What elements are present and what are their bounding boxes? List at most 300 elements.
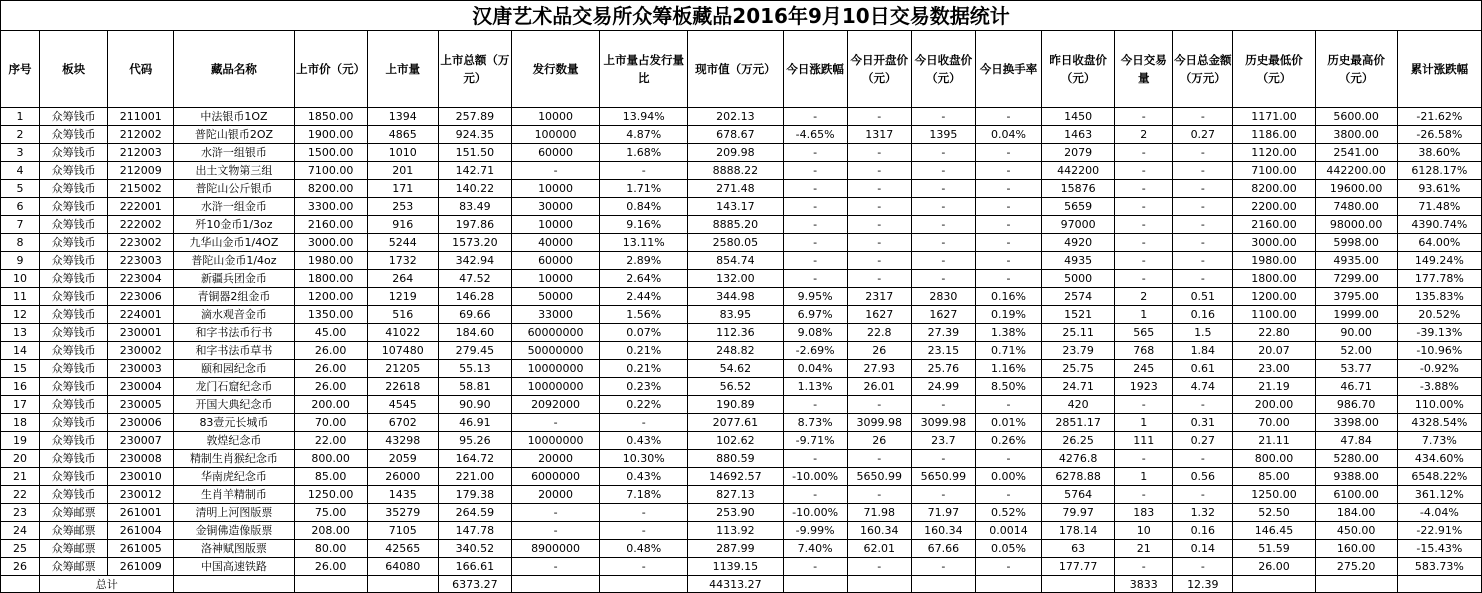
table-cell: -9.71% xyxy=(783,432,847,450)
table-cell: - xyxy=(511,504,599,522)
table-cell: 9388.00 xyxy=(1315,468,1397,486)
table-cell: -22.91% xyxy=(1397,522,1481,540)
table-row xyxy=(1,234,1482,252)
table-cell: 46.71 xyxy=(1315,378,1397,396)
table-cell: 178.14 xyxy=(1042,522,1115,540)
table-cell: 4920 xyxy=(1042,234,1115,252)
table-cell: 8200.00 xyxy=(294,180,367,198)
table-cell: 普陀山金币1/4oz xyxy=(174,252,294,270)
table-cell: 26 xyxy=(847,432,911,450)
table-cell: 71.97 xyxy=(911,504,975,522)
table-cell: - xyxy=(783,108,847,126)
table-cell: 46.91 xyxy=(438,414,511,432)
table-cell: 6.97% xyxy=(783,306,847,324)
table-cell: 212003 xyxy=(108,144,174,162)
table-cell: 25.11 xyxy=(1042,324,1115,342)
table-cell: 众筹钱币 xyxy=(40,342,108,360)
table-cell: 38.60% xyxy=(1397,144,1481,162)
table-cell: 1.71% xyxy=(600,180,688,198)
table-cell: 23 xyxy=(1,504,40,522)
table-cell: 6000000 xyxy=(511,468,599,486)
table-cell: 768 xyxy=(1115,342,1173,360)
table-cell: 8888.22 xyxy=(688,162,783,180)
table-cell: 4 xyxy=(1,162,40,180)
table-cell: 1732 xyxy=(367,252,438,270)
table-cell: 916 xyxy=(367,216,438,234)
table-cell: 342.94 xyxy=(438,252,511,270)
total-market-value: 44313.27 xyxy=(688,576,783,593)
table-cell: - xyxy=(911,270,975,288)
header-row xyxy=(1,31,1482,108)
table-cell: 50000000 xyxy=(511,342,599,360)
table-cell: - xyxy=(1173,450,1233,468)
table-cell: - xyxy=(1173,270,1233,288)
table-cell: 5000 xyxy=(1042,270,1115,288)
table-cell: - xyxy=(847,108,911,126)
table-cell: 15876 xyxy=(1042,180,1115,198)
table-cell: 10000000 xyxy=(511,378,599,396)
table-cell: 47.84 xyxy=(1315,432,1397,450)
table-cell: - xyxy=(1115,162,1173,180)
table-cell: 6 xyxy=(1,198,40,216)
table-cell: - xyxy=(783,396,847,414)
table-cell: 22.00 xyxy=(294,432,367,450)
table-header xyxy=(1,31,1482,108)
table-cell: 221.00 xyxy=(438,468,511,486)
table-cell: 5280.00 xyxy=(1315,450,1397,468)
table-cell: 0.43% xyxy=(600,468,688,486)
table-cell: 众筹钱币 xyxy=(40,162,108,180)
table-cell: 滴水观音金币 xyxy=(174,306,294,324)
table-cell: 75.00 xyxy=(294,504,367,522)
table-cell: 2 xyxy=(1,126,40,144)
table-cell: 26.01 xyxy=(847,378,911,396)
table-cell: 16 xyxy=(1,378,40,396)
table-cell: 2059 xyxy=(367,450,438,468)
table-cell: 17 xyxy=(1,396,40,414)
table-cell: 800.00 xyxy=(294,450,367,468)
table-cell: 众筹钱币 xyxy=(40,378,108,396)
table-cell: 众筹钱币 xyxy=(40,396,108,414)
table-cell: 龙门石窟纪念币 xyxy=(174,378,294,396)
table-cell: 361.12% xyxy=(1397,486,1481,504)
table-cell: 21205 xyxy=(367,360,438,378)
table-cell: 230004 xyxy=(108,378,174,396)
table-cell: -10.96% xyxy=(1397,342,1481,360)
table-cell: 420 xyxy=(1042,396,1115,414)
table-cell: 6278.88 xyxy=(1042,468,1115,486)
table-cell: 1 xyxy=(1115,468,1173,486)
table-cell: - xyxy=(911,486,975,504)
table-cell: 100000 xyxy=(511,126,599,144)
table-cell: 19600.00 xyxy=(1315,180,1397,198)
table-cell: 166.61 xyxy=(438,558,511,576)
table-cell: 45.00 xyxy=(294,324,367,342)
table-row xyxy=(1,162,1482,180)
total-cell-empty xyxy=(1042,576,1115,593)
table-cell: - xyxy=(975,396,1041,414)
table-cell: 0.21% xyxy=(600,342,688,360)
table-cell: - xyxy=(975,162,1041,180)
table-cell: 271.48 xyxy=(688,180,783,198)
table-cell: 53.77 xyxy=(1315,360,1397,378)
total-cell-empty xyxy=(1233,576,1315,593)
table-cell: - xyxy=(783,180,847,198)
table-cell: - xyxy=(975,270,1041,288)
table-cell: 102.62 xyxy=(688,432,783,450)
table-cell: 10000 xyxy=(511,180,599,198)
table-row xyxy=(1,360,1482,378)
table-cell: - xyxy=(911,198,975,216)
table-cell: 253 xyxy=(367,198,438,216)
table-cell: 51.59 xyxy=(1233,540,1315,558)
table-cell: 颐和园纪念币 xyxy=(174,360,294,378)
table-cell: 222001 xyxy=(108,198,174,216)
column-header: 板块 xyxy=(40,31,108,108)
table-cell: 6702 xyxy=(367,414,438,432)
table-row xyxy=(1,324,1482,342)
table-cell: 79.97 xyxy=(1042,504,1115,522)
table-cell: - xyxy=(1115,216,1173,234)
table-cell: 0.43% xyxy=(600,432,688,450)
table-cell: 47.52 xyxy=(438,270,511,288)
table-cell: 52.00 xyxy=(1315,342,1397,360)
table-cell: - xyxy=(975,234,1041,252)
table-cell: 2830 xyxy=(911,288,975,306)
table-cell: 5764 xyxy=(1042,486,1115,504)
table-cell: 1980.00 xyxy=(294,252,367,270)
table-cell: 0.48% xyxy=(600,540,688,558)
table-cell: 223006 xyxy=(108,288,174,306)
table-cell: 0.07% xyxy=(600,324,688,342)
total-cell-empty xyxy=(600,576,688,593)
table-cell: 21 xyxy=(1,468,40,486)
column-header: 上市价（元） xyxy=(294,31,367,108)
table-cell: 0.16 xyxy=(1173,306,1233,324)
column-header: 发行数量 xyxy=(511,31,599,108)
table-cell: 2200.00 xyxy=(1233,198,1315,216)
total-cell-empty xyxy=(911,576,975,593)
table-cell: 0.56 xyxy=(1173,468,1233,486)
table-cell: -2.69% xyxy=(783,342,847,360)
table-cell: 261001 xyxy=(108,504,174,522)
column-header: 上市量 xyxy=(367,31,438,108)
column-header: 昨日收盘价（元） xyxy=(1042,31,1115,108)
table-cell: 223003 xyxy=(108,252,174,270)
table-cell: 1171.00 xyxy=(1233,108,1315,126)
table-cell: 516 xyxy=(367,306,438,324)
table-cell: 1139.15 xyxy=(688,558,783,576)
table-cell: 众筹钱币 xyxy=(40,432,108,450)
table-cell: 0.04% xyxy=(975,126,1041,144)
table-cell: 171 xyxy=(367,180,438,198)
column-header: 代码 xyxy=(108,31,174,108)
table-cell: - xyxy=(847,558,911,576)
table-row xyxy=(1,270,1482,288)
table-cell: 20 xyxy=(1,450,40,468)
table-cell: 1186.00 xyxy=(1233,126,1315,144)
table-cell: -26.58% xyxy=(1397,126,1481,144)
table-cell: 1923 xyxy=(1115,378,1173,396)
table-cell: 8200.00 xyxy=(1233,180,1315,198)
table-cell: 0.21% xyxy=(600,360,688,378)
table-row xyxy=(1,306,1482,324)
table-cell: - xyxy=(1115,180,1173,198)
table-cell: - xyxy=(847,270,911,288)
table-cell: 2.89% xyxy=(600,252,688,270)
table-cell: 2.64% xyxy=(600,270,688,288)
table-cell: 0.05% xyxy=(975,540,1041,558)
table-cell: 67.66 xyxy=(911,540,975,558)
table-cell: 8900000 xyxy=(511,540,599,558)
table-cell: 众筹邮票 xyxy=(40,558,108,576)
table-cell: 1120.00 xyxy=(1233,144,1315,162)
table-cell: 敦煌纪念币 xyxy=(174,432,294,450)
table-cell: 190.89 xyxy=(688,396,783,414)
table-cell: 九华山金币1/4OZ xyxy=(174,234,294,252)
table-cell: 众筹钱币 xyxy=(40,324,108,342)
table-cell: 201 xyxy=(367,162,438,180)
table-cell: 0.19% xyxy=(975,306,1041,324)
table-cell: 27.93 xyxy=(847,360,911,378)
table-cell: - xyxy=(847,252,911,270)
table-cell: 257.89 xyxy=(438,108,511,126)
table-cell: 1394 xyxy=(367,108,438,126)
table-cell: 40000 xyxy=(511,234,599,252)
table-cell: 52.50 xyxy=(1233,504,1315,522)
table-cell: - xyxy=(975,558,1041,576)
table-cell: 85.00 xyxy=(1233,468,1315,486)
table-cell: 2851.17 xyxy=(1042,414,1115,432)
table-cell: - xyxy=(1173,234,1233,252)
table-cell: 160.34 xyxy=(911,522,975,540)
table-cell: - xyxy=(1173,144,1233,162)
table-cell: 5998.00 xyxy=(1315,234,1397,252)
table-cell: - xyxy=(847,450,911,468)
total-label: 总计 xyxy=(40,576,174,593)
table-cell: 0.61 xyxy=(1173,360,1233,378)
table-cell: 230003 xyxy=(108,360,174,378)
table-cell: 华南虎纪念币 xyxy=(174,468,294,486)
table-cell: 众筹钱币 xyxy=(40,144,108,162)
table-cell: 1.16% xyxy=(975,360,1041,378)
table-cell: - xyxy=(511,414,599,432)
table-cell: 2317 xyxy=(847,288,911,306)
table-cell: - xyxy=(600,558,688,576)
table-cell: - xyxy=(783,450,847,468)
table-cell: 0.14 xyxy=(1173,540,1233,558)
table-cell: - xyxy=(1115,144,1173,162)
table-cell: -10.00% xyxy=(783,504,847,522)
table-cell: 245 xyxy=(1115,360,1173,378)
table-cell: 261004 xyxy=(108,522,174,540)
total-cell-empty xyxy=(847,576,911,593)
table-cell: 23.00 xyxy=(1233,360,1315,378)
table-cell: -21.62% xyxy=(1397,108,1481,126)
table-row xyxy=(1,396,1482,414)
table-cell: 3099.98 xyxy=(911,414,975,432)
table-cell: 5659 xyxy=(1042,198,1115,216)
table-cell: 179.38 xyxy=(438,486,511,504)
table-cell: 0.16 xyxy=(1173,522,1233,540)
table-cell: 27.39 xyxy=(911,324,975,342)
table-cell: 583.73% xyxy=(1397,558,1481,576)
table-cell: 26 xyxy=(1,558,40,576)
table-cell: -4.65% xyxy=(783,126,847,144)
table-cell: 13.11% xyxy=(600,234,688,252)
table-cell: 20000 xyxy=(511,486,599,504)
table-cell: 26.25 xyxy=(1042,432,1115,450)
table-cell: 23.7 xyxy=(911,432,975,450)
table-cell: - xyxy=(975,180,1041,198)
table-cell: 众筹钱币 xyxy=(40,288,108,306)
table-cell: 1980.00 xyxy=(1233,252,1315,270)
table-cell: - xyxy=(975,216,1041,234)
table-cell: 1200.00 xyxy=(1233,288,1315,306)
table-cell: 4390.74% xyxy=(1397,216,1481,234)
table-cell: 青铜器2组金币 xyxy=(174,288,294,306)
table-cell: 21.11 xyxy=(1233,432,1315,450)
table-cell: 13.94% xyxy=(600,108,688,126)
table-cell: - xyxy=(783,198,847,216)
table-cell: 13 xyxy=(1,324,40,342)
table-cell: 2160.00 xyxy=(294,216,367,234)
table-row xyxy=(1,108,1482,126)
table-cell: 9.16% xyxy=(600,216,688,234)
table-cell: - xyxy=(1173,198,1233,216)
table-cell: 1 xyxy=(1,108,40,126)
table-cell: 211001 xyxy=(108,108,174,126)
table-cell: - xyxy=(1173,558,1233,576)
table-cell: 71.98 xyxy=(847,504,911,522)
table-cell: 230005 xyxy=(108,396,174,414)
total-amount: 12.39 xyxy=(1173,576,1233,593)
table-cell: 71.48% xyxy=(1397,198,1481,216)
table-cell: 19 xyxy=(1,432,40,450)
table-cell: 0.23% xyxy=(600,378,688,396)
table-row xyxy=(1,126,1482,144)
table-cell: 1.84 xyxy=(1173,342,1233,360)
table-cell: 众筹钱币 xyxy=(40,108,108,126)
table-cell: 184.60 xyxy=(438,324,511,342)
table-cell: 26.00 xyxy=(294,558,367,576)
table-cell: - xyxy=(1173,108,1233,126)
table-cell: - xyxy=(911,252,975,270)
table-cell: 2092000 xyxy=(511,396,599,414)
table-cell: 26.00 xyxy=(294,378,367,396)
total-cell-empty xyxy=(174,576,294,593)
total-listing-amount: 6373.27 xyxy=(438,576,511,593)
table-cell: 3 xyxy=(1,144,40,162)
table-cell: 5600.00 xyxy=(1315,108,1397,126)
table-body xyxy=(1,108,1482,576)
table-cell: 50000 xyxy=(511,288,599,306)
table-cell: 1521 xyxy=(1042,306,1115,324)
column-header: 历史最低价（元） xyxy=(1233,31,1315,108)
table-cell: - xyxy=(911,108,975,126)
table-cell: 开国大典纪念币 xyxy=(174,396,294,414)
table-cell: 水浒一组银币 xyxy=(174,144,294,162)
table-cell: - xyxy=(783,270,847,288)
table-cell: 歼10金币1/3oz xyxy=(174,216,294,234)
table-cell: 209.98 xyxy=(688,144,783,162)
table-cell: 60000 xyxy=(511,144,599,162)
table-cell: 151.50 xyxy=(438,144,511,162)
table-cell: 230010 xyxy=(108,468,174,486)
table-cell: - xyxy=(1173,396,1233,414)
table-cell: 1500.00 xyxy=(294,144,367,162)
column-header: 藏品名称 xyxy=(174,31,294,108)
table-cell: - xyxy=(975,450,1041,468)
table-cell: 261009 xyxy=(108,558,174,576)
table-cell: - xyxy=(783,486,847,504)
table-cell: 2574 xyxy=(1042,288,1115,306)
table-cell: - xyxy=(1115,252,1173,270)
table-cell: 90.00 xyxy=(1315,324,1397,342)
table-cell: 95.26 xyxy=(438,432,511,450)
table-cell: 3800.00 xyxy=(1315,126,1397,144)
column-header: 今日开盘价（元） xyxy=(847,31,911,108)
column-header: 序号 xyxy=(1,31,40,108)
table-cell: 800.00 xyxy=(1233,450,1315,468)
table-row xyxy=(1,414,1482,432)
table-cell: 112.36 xyxy=(688,324,783,342)
table-cell: 22.80 xyxy=(1233,324,1315,342)
table-cell: 6548.22% xyxy=(1397,468,1481,486)
table-cell: 众筹钱币 xyxy=(40,468,108,486)
table-cell: 1627 xyxy=(911,306,975,324)
table-cell: 924.35 xyxy=(438,126,511,144)
table-cell: 20.07 xyxy=(1233,342,1315,360)
table-cell: 97000 xyxy=(1042,216,1115,234)
table-row xyxy=(1,144,1482,162)
table-cell: 434.60% xyxy=(1397,450,1481,468)
table-row xyxy=(1,486,1482,504)
table-cell: 1800.00 xyxy=(294,270,367,288)
table-cell: 83.49 xyxy=(438,198,511,216)
table-cell: 20.52% xyxy=(1397,306,1481,324)
table-cell: 230007 xyxy=(108,432,174,450)
table-cell: 24 xyxy=(1,522,40,540)
total-cell-empty xyxy=(1,576,40,593)
table-cell: 26.00 xyxy=(294,360,367,378)
table-cell: -39.13% xyxy=(1397,324,1481,342)
table-cell: 223002 xyxy=(108,234,174,252)
table-cell: 1463 xyxy=(1042,126,1115,144)
table-cell: 986.70 xyxy=(1315,396,1397,414)
table-cell: 洛神赋图版票 xyxy=(174,540,294,558)
table-row xyxy=(1,198,1482,216)
total-cell-empty xyxy=(783,576,847,593)
table-cell: 众筹钱币 xyxy=(40,216,108,234)
table-cell: 3000.00 xyxy=(1233,234,1315,252)
table-cell: 35279 xyxy=(367,504,438,522)
table-cell: - xyxy=(1115,396,1173,414)
table-cell: 1627 xyxy=(847,306,911,324)
table-cell: 230006 xyxy=(108,414,174,432)
table-cell: 7299.00 xyxy=(1315,270,1397,288)
table-cell: - xyxy=(783,144,847,162)
table-cell: 143.17 xyxy=(688,198,783,216)
table-cell: - xyxy=(1173,180,1233,198)
column-header: 今日交易量 xyxy=(1115,31,1173,108)
table-cell: 0.71% xyxy=(975,342,1041,360)
table-cell: -4.04% xyxy=(1397,504,1481,522)
table-cell: 3300.00 xyxy=(294,198,367,216)
table-cell: 70.00 xyxy=(1233,414,1315,432)
table-cell: - xyxy=(783,252,847,270)
table-cell: 164.72 xyxy=(438,450,511,468)
